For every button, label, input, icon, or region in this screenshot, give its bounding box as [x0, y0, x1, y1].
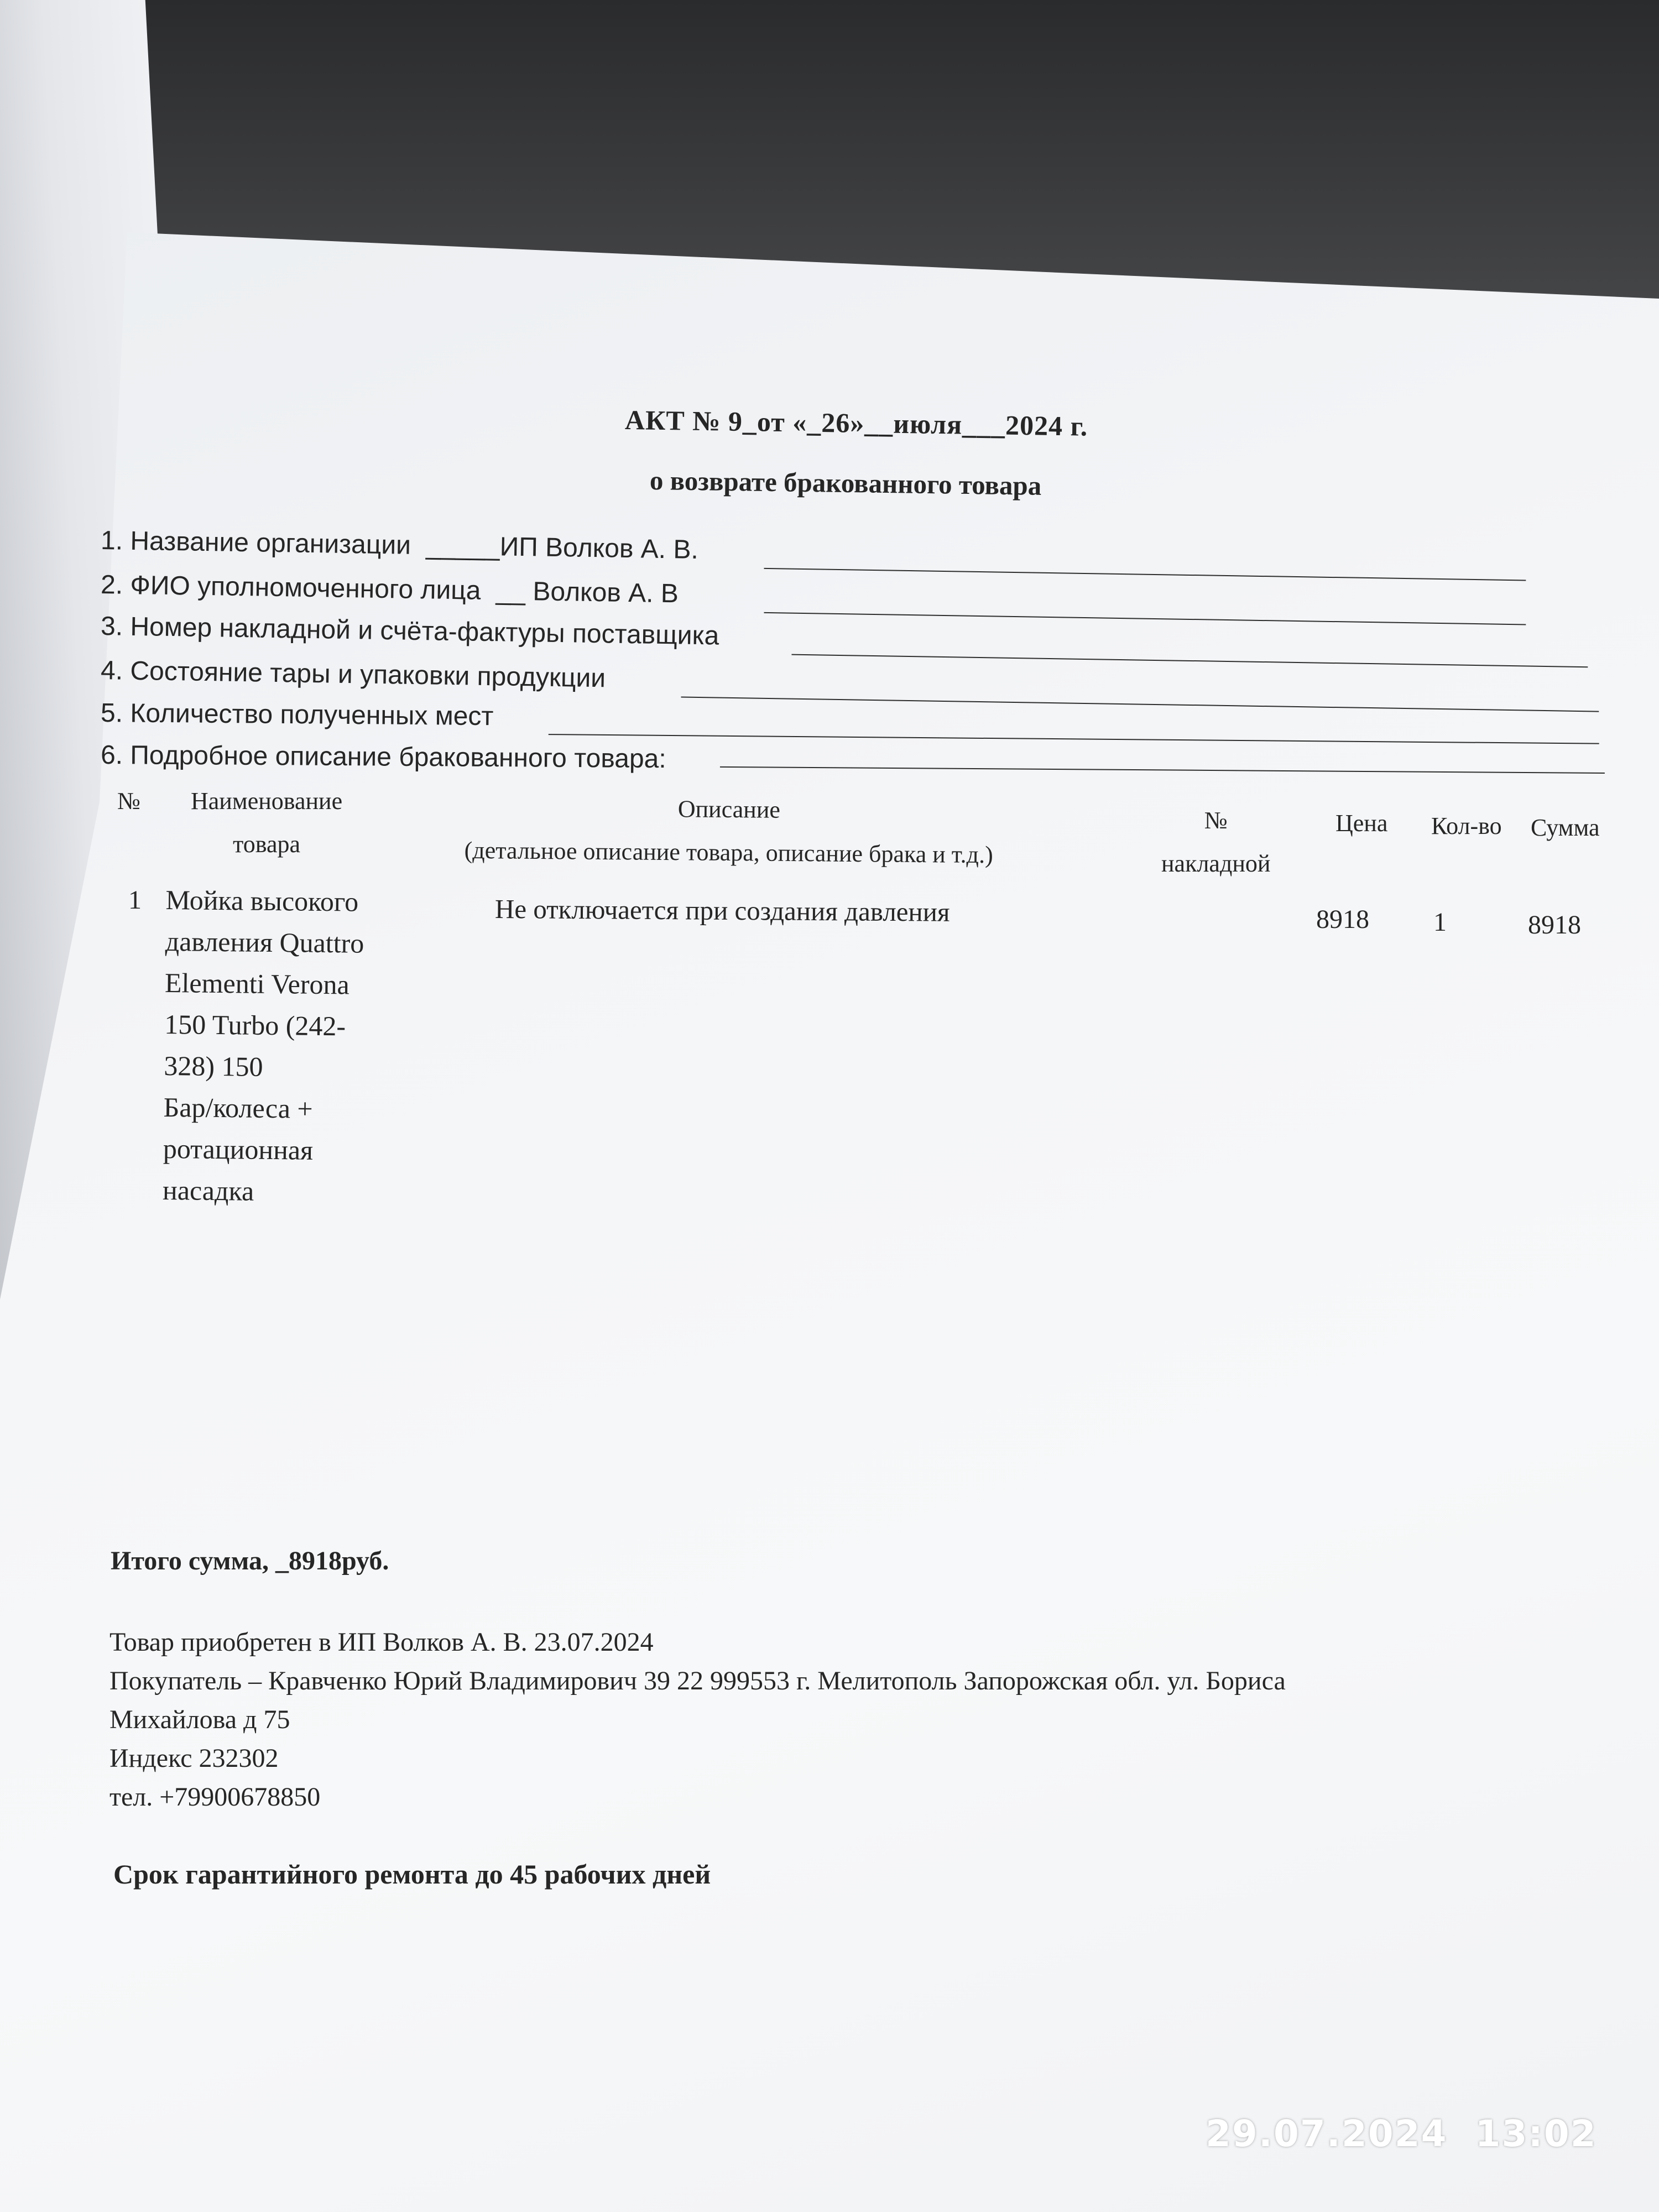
buyer-info: [109, 1623, 1286, 1817]
address-line: Михайлова д 75: [109, 1705, 290, 1734]
th-number: №: [117, 787, 140, 815]
th-name-line1: Наименование: [191, 787, 343, 815]
row-description: Не отключается при создания давления: [494, 894, 950, 927]
field-places-count: [101, 698, 494, 740]
th-invoice-line2: накладной: [1161, 850, 1271, 877]
item-name-line: 328) 150: [164, 1050, 263, 1082]
field-label: 5. Количество полученных мест: [100, 698, 494, 732]
th-name-line2: товара: [233, 831, 301, 858]
th-description-line2: (детальное описание товара, описание брака и т.д.): [464, 836, 993, 869]
photo-timestamp: [1206, 2112, 1597, 2155]
row-price: 8918: [1316, 905, 1369, 934]
th-invoice: [1161, 799, 1270, 885]
postal-index-line: Индекс 232302: [109, 1744, 279, 1773]
field-organization: [100, 525, 698, 573]
item-name-line: насадка: [162, 1174, 254, 1207]
field-label: 4. Состояние тары и упаковки продукции: [100, 656, 606, 693]
th-description: [464, 786, 993, 877]
field-value: _____ИП Волков А. В.: [425, 531, 699, 565]
th-description-line1: Описание: [677, 795, 781, 823]
th-sum: Сумма: [1531, 814, 1600, 841]
purchase-line: Товар приобретен в ИП Волков А. В. 23.07.2024: [109, 1627, 654, 1657]
row-item-name: [163, 879, 415, 1214]
field-defect-description: [101, 740, 666, 782]
field-label: 2. ФИО уполномоченного лица: [100, 570, 481, 606]
row-sum: 8918: [1528, 910, 1581, 940]
field-label: 1. Название организации: [100, 526, 411, 560]
th-invoice-line1: №: [1204, 807, 1228, 834]
phone-line: тел. +79900678850: [109, 1782, 321, 1812]
buyer-line: Покупатель – Кравченко Юрий Владимирович 39 22 999553 г. Мелитополь Запорожская обл. ул. Бориса: [109, 1666, 1286, 1695]
row-number: 1: [128, 885, 142, 915]
field-invoice-number: [100, 611, 719, 660]
act-title: АКТ № 9_от «_26»__июля___2024 г.: [624, 404, 1088, 442]
act-subtitle: о возврате бракованного товара: [649, 465, 1042, 501]
photo-date: 29.07.2024: [1206, 2112, 1448, 2155]
row-quantity: 1: [1433, 907, 1447, 937]
field-authorized-person: [100, 570, 679, 617]
item-name-line: Бар/колеса +: [163, 1091, 313, 1124]
field-label: 6. Подробное описание бракованного товара:: [100, 740, 666, 774]
item-name-line: ротационная: [163, 1133, 314, 1166]
field-packaging-condition: [100, 655, 606, 702]
field-value: __ Волков А. В: [495, 576, 679, 609]
item-name-line: Мойка высокого: [165, 884, 359, 917]
item-name-line: давления Quattro: [165, 925, 364, 959]
th-price: Цена: [1335, 810, 1388, 837]
field-label: 3. Номер накладной и счёта-фактуры поставщика: [100, 612, 719, 651]
item-name-line: 150 Turbo (242-: [164, 1008, 346, 1042]
total-sum: Итого сумма, _8918руб.: [111, 1546, 389, 1575]
photo-time: 13:02: [1475, 2112, 1597, 2155]
th-quantity: Кол-во: [1431, 812, 1502, 839]
th-name: [191, 780, 342, 866]
warranty-note: Срок гарантийного ремонта до 45 рабочих дней: [113, 1859, 711, 1890]
item-name-line: Elementi Verona: [164, 967, 350, 1000]
